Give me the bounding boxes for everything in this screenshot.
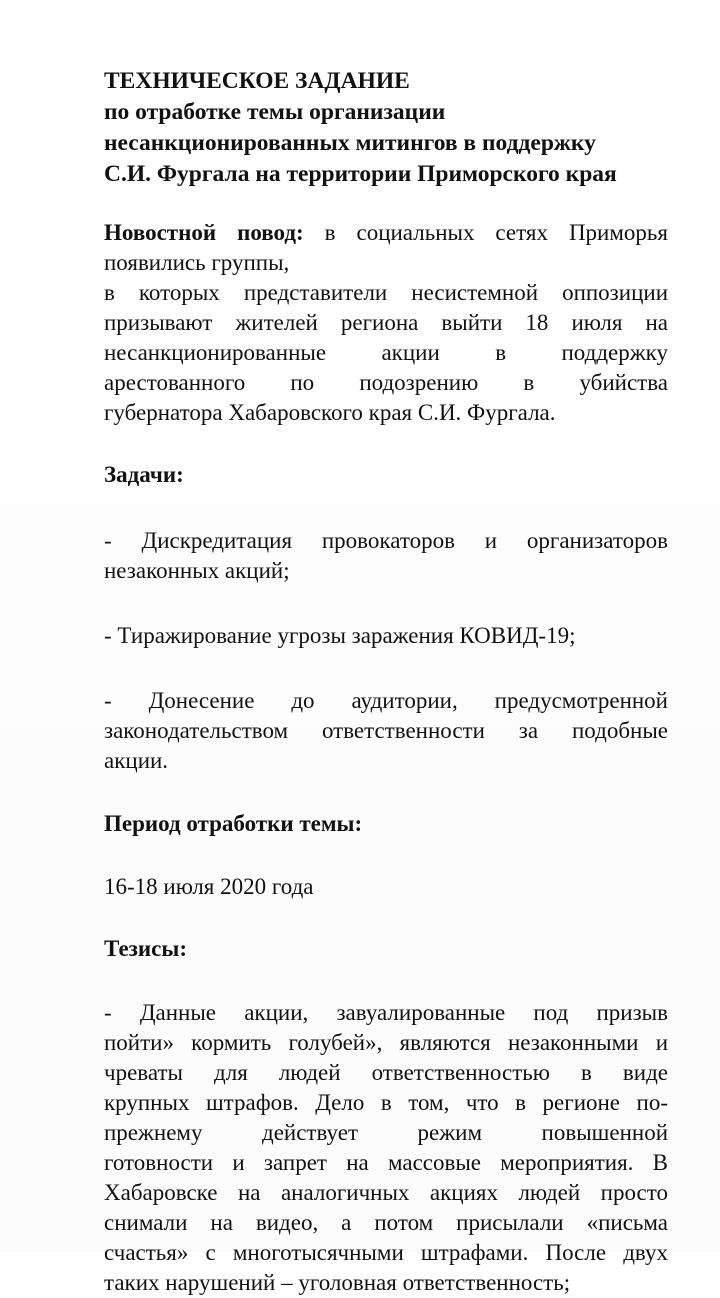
news-line: в которых представители несистемной оппозиции — [104, 280, 668, 305]
news-label: Новостной повод: — [104, 220, 304, 245]
thesis-line: таких нарушений – уголовная ответственность; — [104, 1270, 571, 1295]
title-line: ТЕХНИЧЕСКОЕ ЗАДАНИЕ — [104, 68, 410, 94]
document-title — [104, 66, 668, 190]
theses-heading: Тезисы: — [104, 936, 187, 961]
task-line: незаконных акций; — [104, 558, 290, 583]
thesis-paragraph — [104, 998, 668, 1298]
thesis-line: готовности и запрет на массовые мероприятия. В — [104, 1150, 668, 1175]
news-line — [104, 218, 668, 248]
thesis-line: счастья» с многотысячными штрафами. После двух — [104, 1240, 668, 1265]
title-line: несанкционированных митингов в поддержку — [104, 130, 596, 156]
thesis-line: пойти» кормить голубей», являются незаконными и — [104, 1030, 668, 1055]
news-text: в социальных сетях Приморья — [303, 220, 668, 245]
task-line: законодательством ответственности за подобные — [104, 718, 668, 743]
period-dates: 16-18 июля 2020 года — [104, 874, 314, 899]
task-item — [104, 526, 668, 586]
news-paragraph — [104, 218, 668, 428]
news-line: губернатора Хабаровского края С.И. Фургала. — [104, 400, 556, 425]
thesis-line: снимали на видео, а потом присылали «письма — [104, 1210, 668, 1235]
news-line: призывают жителей региона выйти 18 июля на — [104, 310, 668, 335]
task-line: - Донесение до аудитории, предусмотренной — [104, 688, 668, 713]
period-heading: Период отработки темы: — [104, 811, 363, 836]
task-line: - Тиражирование угрозы заражения КОВИД-19; — [104, 623, 576, 648]
task-item — [104, 621, 668, 651]
thesis-line: - Данные акции, завуалированные под призыв — [104, 1000, 668, 1025]
task-line: - Дискредитация провокаторов и организаторов — [104, 528, 668, 553]
news-line: появились группы, — [104, 250, 290, 275]
news-line: арестованного по подозрению в убийства — [104, 370, 668, 395]
news-line: несанкционированные акции в поддержку — [104, 340, 668, 365]
task-line: акции. — [104, 748, 169, 773]
thesis-line: крупных штрафов. Дело в том, что в регионе по- — [104, 1090, 668, 1115]
task-item — [104, 686, 668, 776]
thesis-line: Хабаровске на аналогичных акциях людей просто — [104, 1180, 668, 1205]
thesis-line: прежнему действует режим повышенной — [104, 1120, 668, 1145]
thesis-line: чреваты для людей ответственностью в виде — [104, 1060, 668, 1085]
tasks-heading: Задачи: — [104, 462, 184, 487]
title-line: С.И. Фургала на территории Приморского края — [104, 161, 617, 187]
title-line: по отработке темы организации — [104, 99, 446, 125]
